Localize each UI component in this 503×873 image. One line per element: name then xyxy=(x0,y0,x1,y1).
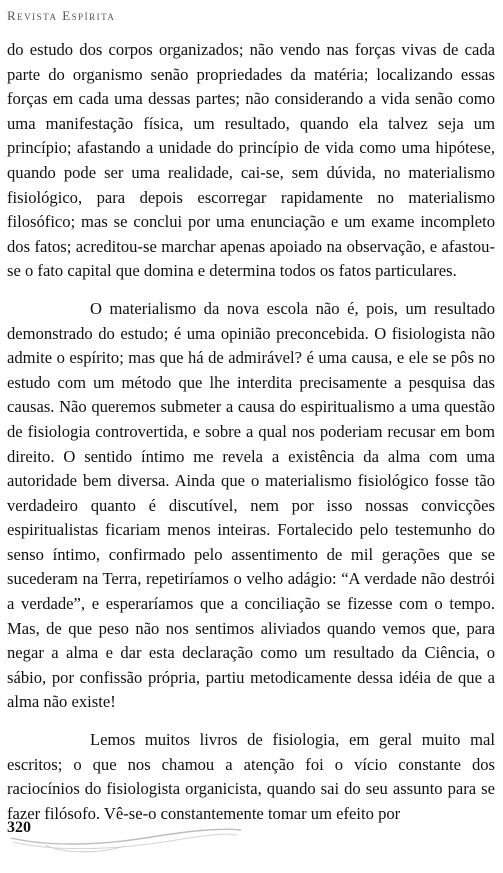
page-number: 320 xyxy=(7,819,31,836)
paragraph-1: do estudo dos corpos organizados; não vendo nas forças vivas de cada parte do organismo senão propriedades da matéria; localizando essas forças em cada uma dessas partes; não considerando a vida senão como uma manifestação física, um resultado, quando ela talvez seja um princípio; afastando a unidade do princípio de vida como uma hipótese, quando pode ser uma realidade, cai-se, sem dúvida, no materialismo fisiológico, para depois escorregar rapidamente no materialismo filosófico; mas se conclui por uma enunciação e um exame incompleto dos fatos; acreditou-se marchar apenas apoiado na observação, e afastou-se o fato capital que domina e determina todos os fatos particulares. xyxy=(7,40,495,281)
paragraph-2: O materialismo da nova escola não é, pois, um resultado demonstrado do estudo; é uma opinião preconcebida. O fisiologista não admite o espírito; mas que há de admirável? é uma causa, e ele se pôs no estudo com um método que lhe interdita precisamente a pesquisa das causas. Não queremos submeter a causa do espiritualismo a uma questão de fisiologia controvertida, e sobre a qual nos poderiam recusar em bom direito. O sentido íntimo me revela a existência da alma com uma autoridade bem diversa. Ainda que o materialismo fisiológico fosse tão verdadeiro quanto é discutível, nem por isso nossas convicções espiritualistas ficariam menos inteiras. Fortalecido pelo testemunho do senso íntimo, confirmado pelo assentimento de mil gerações que se sucederam na Terra, repetiríamos o velho adágio: “A verdade não destrói a verdade”, e esperaríamos que a conciliação se fizesse com o tempo. Mas, de que peso não nos sentimos aliviados quando vemos que, para negar a alma e dar esta declaração como um resultado da Ciência, o sábio, por confissão própria, partiu metodicamente dessa idéia de que a alma não existe! xyxy=(7,298,495,712)
page-body xyxy=(7,38,495,826)
page-footer xyxy=(5,816,245,856)
running-header: Revista Espírita xyxy=(7,8,116,23)
paragraph-3: Lemos muitos livros de fisiologia, em geral muito mal escritos; o que nos chamou a atenção foi o vício constante dos raciocínios do fisiologista organicista, quando sai do seu assunto para se fazer filósofo. Vê-se-o constantemente tomar um efeito por xyxy=(7,730,495,823)
decorative-swirl-icon xyxy=(5,816,245,856)
